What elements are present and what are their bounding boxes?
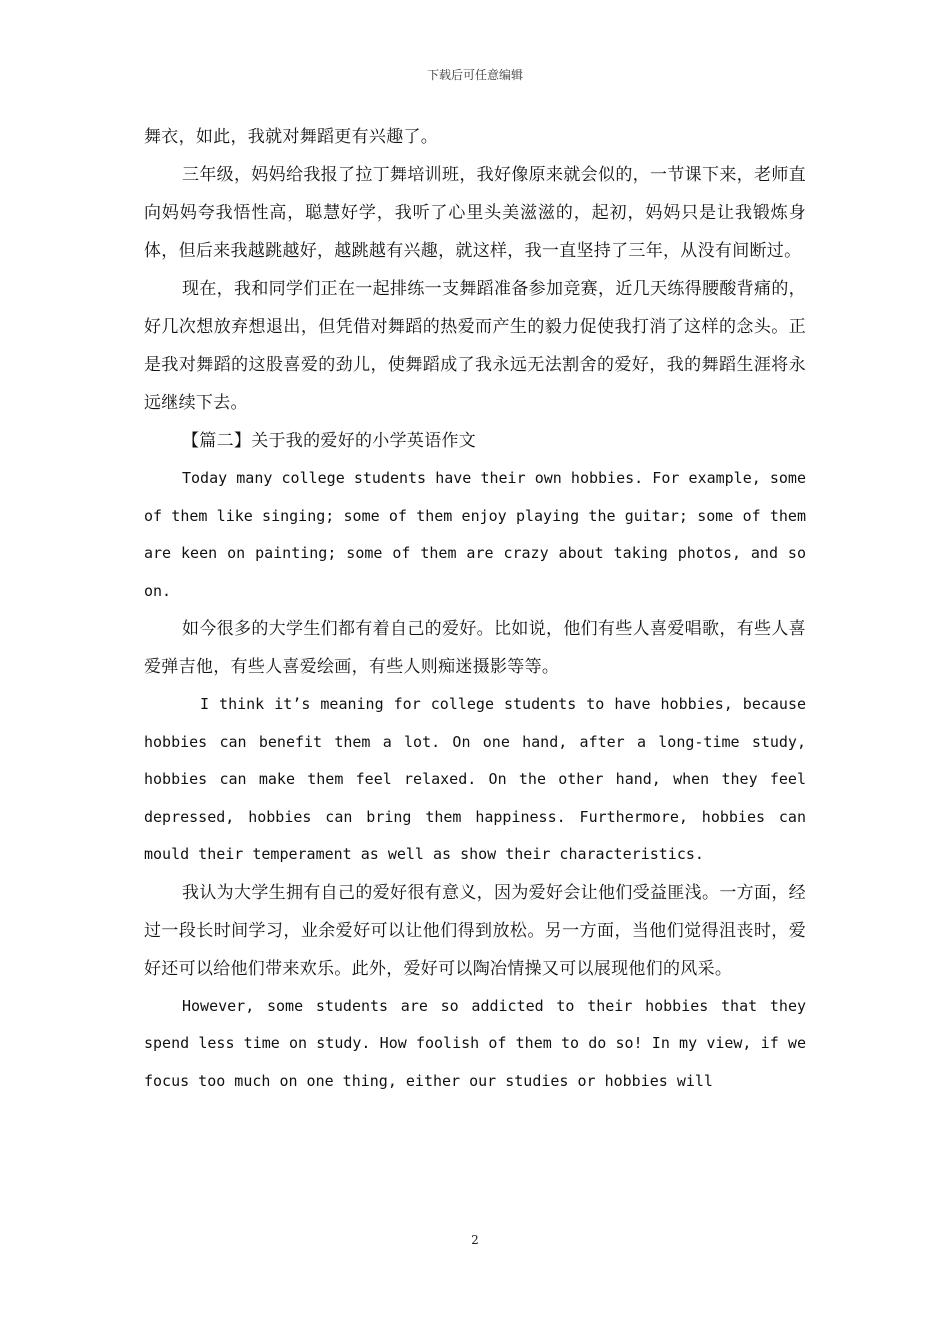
paragraph-en-hobbies: Today many college students have their own hobbies. For example, some of them like singing; some of them enjoy playing the guitar; some of them are keen on painting; some of them are crazy about taking photos, and so on. [144, 469, 806, 600]
paragraph-competition: 现在，我和同学们正在一起排练一支舞蹈准备参加竞赛，近几天练得腰酸背痛的，好几次想放弃想退出，但凭借对舞蹈的热爱而产生的毅力促使我打消了这样的念头。正是我对舞蹈的这股喜爱的劲儿，使舞蹈成了我永远无法割舍的爱好，我的舞蹈生涯将永远继续下去。 [144, 279, 806, 413]
page-number: 2 [471, 1233, 479, 1247]
paragraph-dance-costume: 舞衣，如此，我就对舞蹈更有兴趣了。 [144, 127, 439, 147]
section-heading: 【篇二】关于我的爱好的小学英语作文 [182, 431, 477, 451]
page-header: 下载后可任意编辑 [426, 68, 523, 82]
paragraph-en-meaning: I think it’s meaning for college students to have hobbies, because hobbies can benefit them a lot. On one hand, after a long-time study, hobbies can make them feel relaxed. On the other hand, when they feel depressed, hobbies can bring them happiness. Furthermore, hobbies can mould their temperament as well as show their characteristics. [144, 695, 806, 863]
paragraph-latin-dance: 三年级，妈妈给我报了拉丁舞培训班，我好像原来就会似的，一节课下来，老师直向妈妈夸我悟性高，聪慧好学，我听了心里头美滋滋的，起初，妈妈只是让我锻炼身体，但后来我越跳越好，越跳越有兴趣，就这样，我一直坚持了三年，从没有间断过。 [144, 165, 806, 261]
paragraph-cn-hobbies: 如今很多的大学生们都有着自己的爱好。比如说，他们有些人喜爱唱歌，有些人喜爱弹吉他，有些人喜爱绘画，有些人则痴迷摄影等等。 [144, 619, 806, 677]
paragraph-cn-meaning: 我认为大学生拥有自己的爱好很有意义，因为爱好会让他们受益匪浅。一方面，经过一段长时间学习，业余爱好可以让他们得到放松。另一方面，当他们觉得沮丧时，爱好还可以给他们带来欢乐。此外，爱好可以陶冶情操又可以展现他们的风采。 [144, 882, 806, 979]
document-body [144, 118, 806, 1100]
paragraph-en-however: However, some students are so addicted to their hobbies that they spend less time on study. How foolish of them to do so! In my view, if we focus too much on one thing, either our studies or hobbies will [144, 996, 806, 1090]
